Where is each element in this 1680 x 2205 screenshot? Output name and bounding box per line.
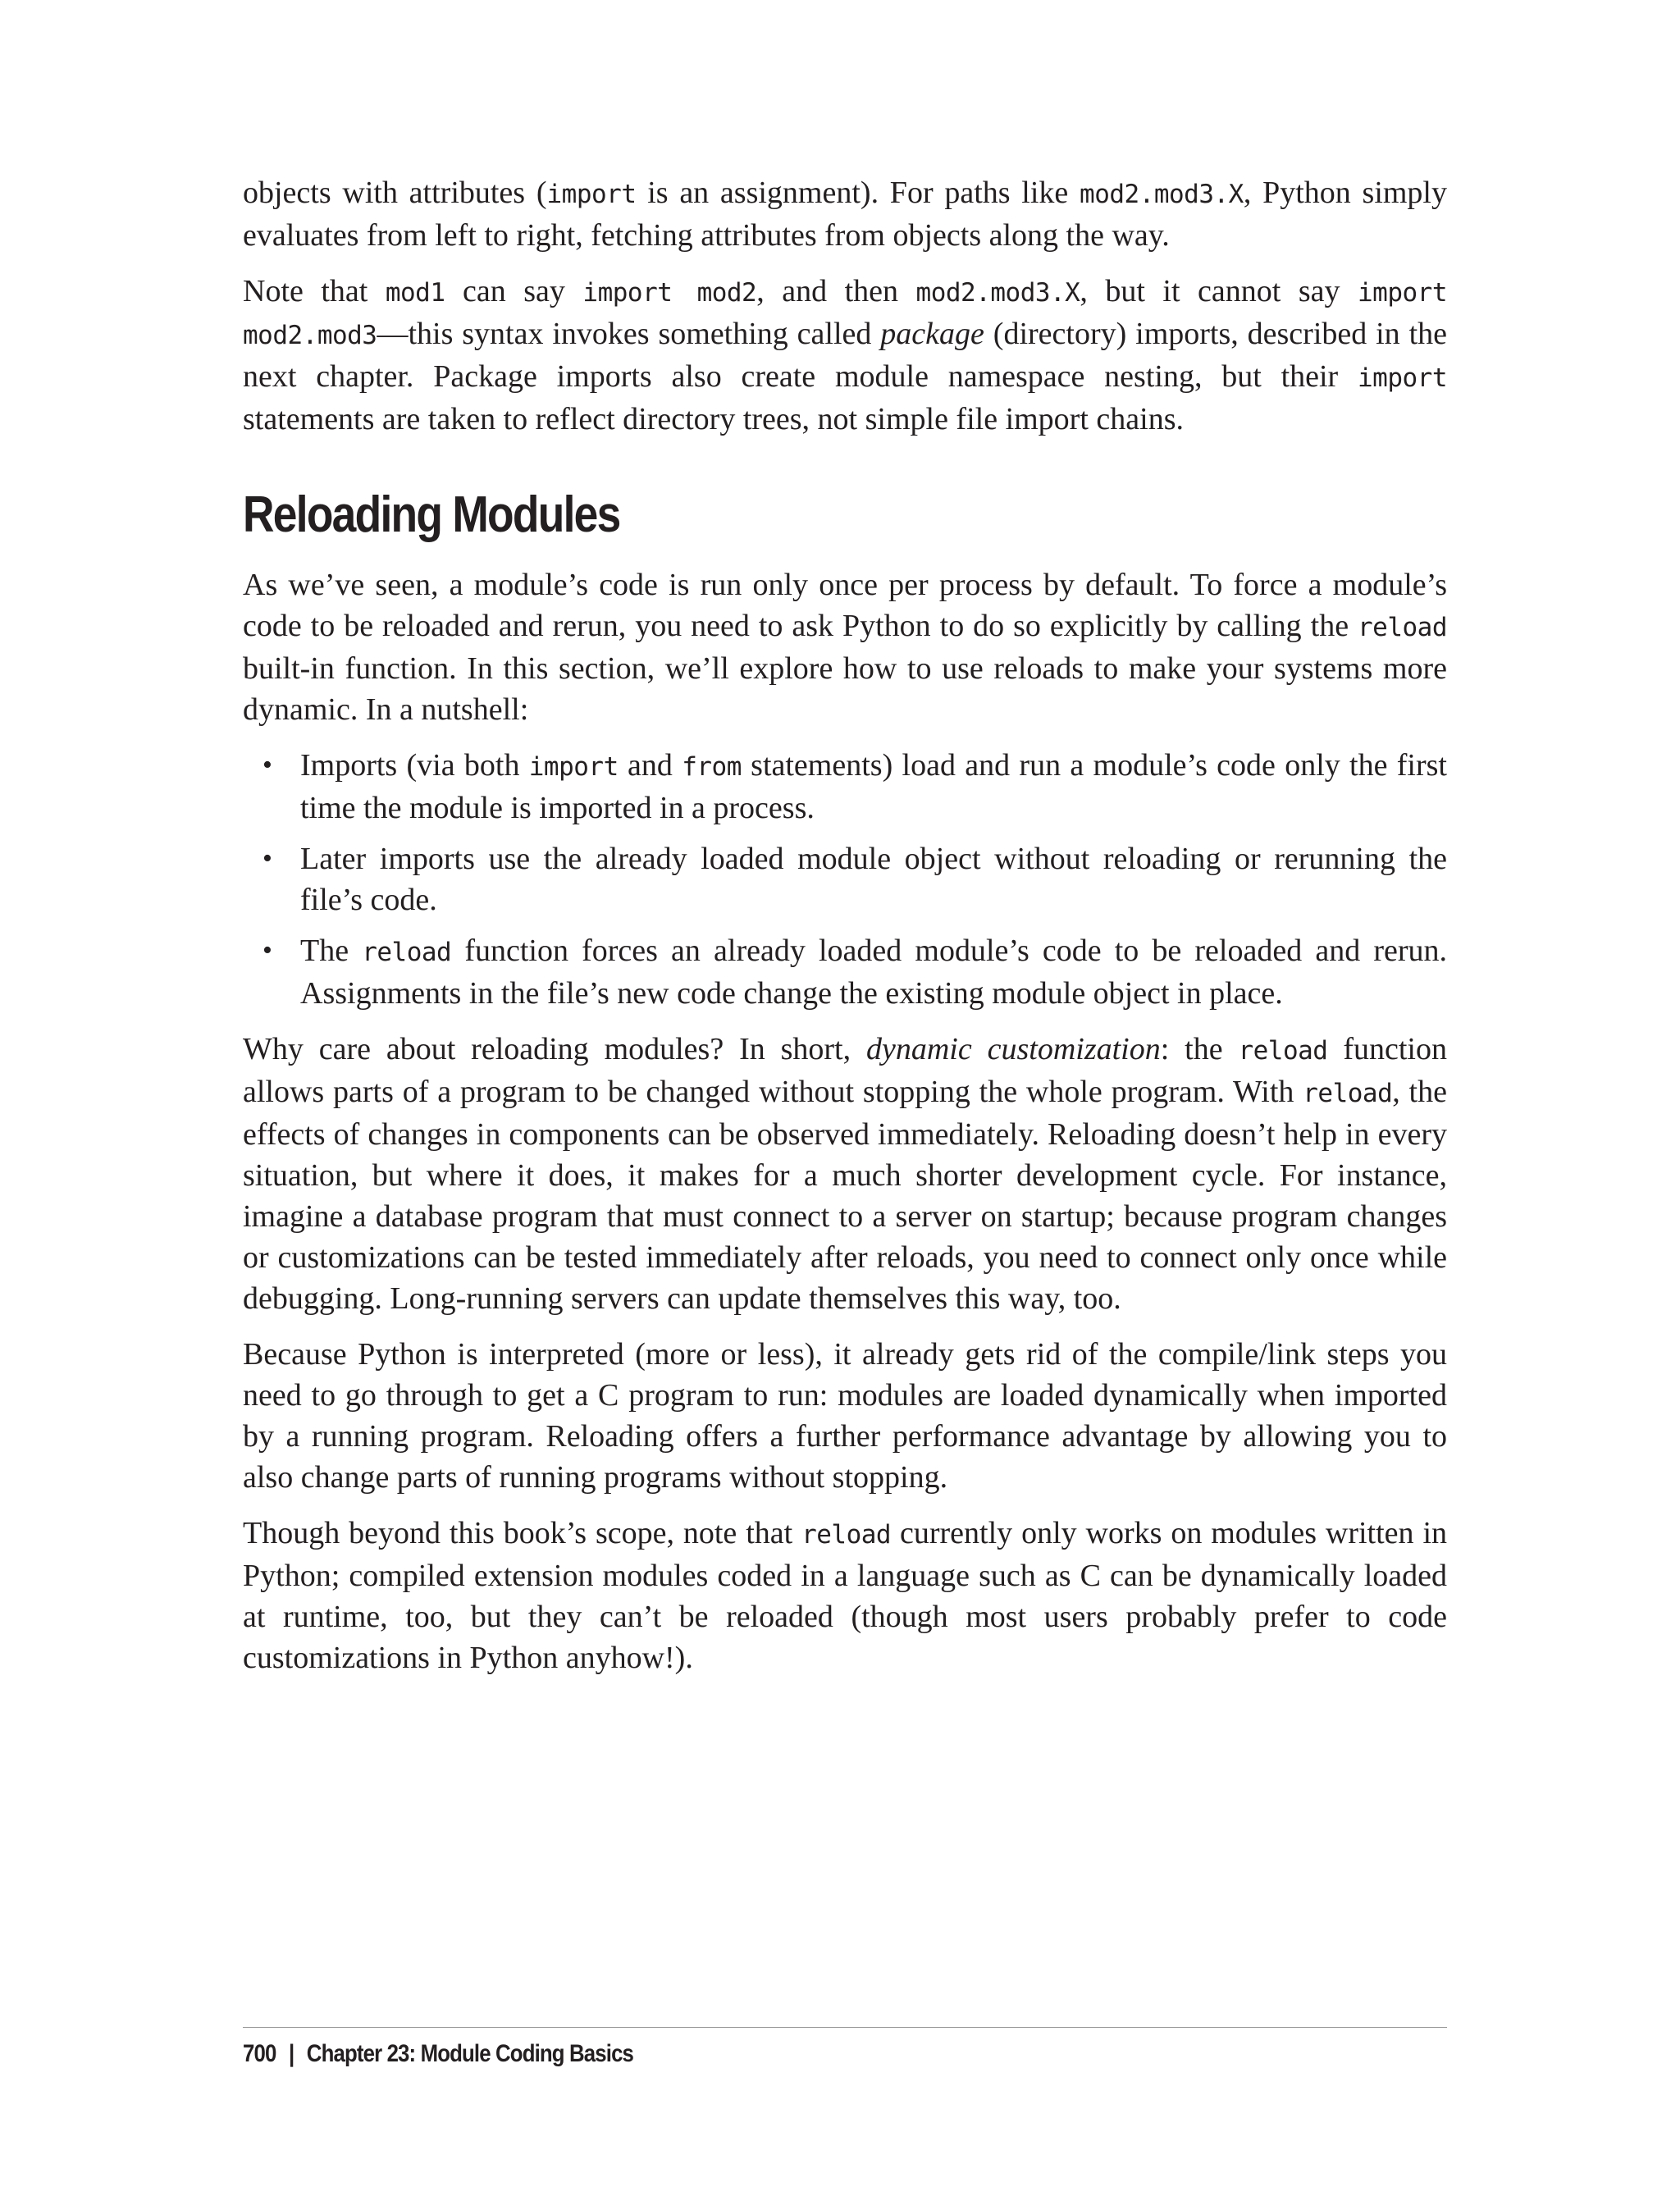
paragraph-extension-modules: Though beyond this book’s scope, note that reload currently only works on modules written in Python; compiled extension modules coded in a language such as C can be dynamically loaded at runtime, too, but they can’t be reloaded (though most users probably prefer to code customizations in Python anyhow!).	[243, 1516, 1447, 1675]
list-item: • The reload function forces an already loaded module’s code to be reloaded and rerun. Assignments in the file’s new code change the existing module object in place.	[243, 930, 1447, 1014]
list-item: • Later imports use the already loaded module object without reloading or rerunning the file’s code.	[243, 838, 1447, 920]
paragraph-dynamic-customization: Why care about reloading modules? In short, dynamic customization: the reload function allows parts of a program to be changed without stopping the whole program. With reload, the effects of changes in components can be observed immediately. Reloading doesn’t help in every situation, but where it does, it makes for a much shorter development cycle. For instance, imagine a database program that must connect to a server on startup; because program changes or customizations can be tested immediately after reloads, you need to connect only once while debugging. Long-running servers can update themselves this way, too.	[243, 1032, 1447, 1316]
paragraph-attributes: objects with attributes (import is an assignment). For paths like mod2.mod3.X, Python simply evaluates from left to right, fetching attributes from objects along the way.	[243, 176, 1447, 253]
list-item: • Imports (via both import and from statements) load and run a module’s code only the first time the module is imported in a process.	[243, 745, 1447, 829]
footer-separator: |	[288, 2040, 294, 2067]
footer-divider	[243, 2027, 1447, 2028]
bullet-icon: •	[262, 935, 272, 966]
paragraph-interpreted: Because Python is interpreted (more or less), it already gets rid of the compile/link steps you need to go through to get a C program to run: modules are loaded dynamically when imported by a running program. Reloading offers a further performance advantage by allowing you to also change parts of running programs without stopping.	[243, 1337, 1447, 1495]
paragraph-reload-intro: As we’ve seen, a module’s code is run only once per process by default. To force a module’s code to be reloaded and rerun, you need to ask Python to do so explicitly by calling the reload built-in function. In this section, we’ll explore how to use reloads to make your systems more dynamic. In a nutshell:	[243, 568, 1447, 727]
page-footer	[243, 2038, 633, 2070]
chapter-title: Chapter 23: Module Coding Basics	[306, 2040, 634, 2067]
page-body	[243, 172, 1447, 1693]
bullet-icon: •	[262, 750, 272, 780]
bullet-icon: •	[262, 843, 272, 874]
bullet-list	[243, 745, 1447, 1014]
page-number: 700	[243, 2040, 276, 2067]
section-heading: Reloading Modules	[243, 486, 620, 543]
paragraph-package-note: Note that mod1 can say import mod2, and then mod2.mod3.X, but it cannot say import mod2.mod3—this syntax invokes something called package (directory) imports, described in the next chapter. Package imports also create module namespace nesting, but their import statements are taken to reflect directory trees, not simple file import chains.	[243, 274, 1447, 436]
